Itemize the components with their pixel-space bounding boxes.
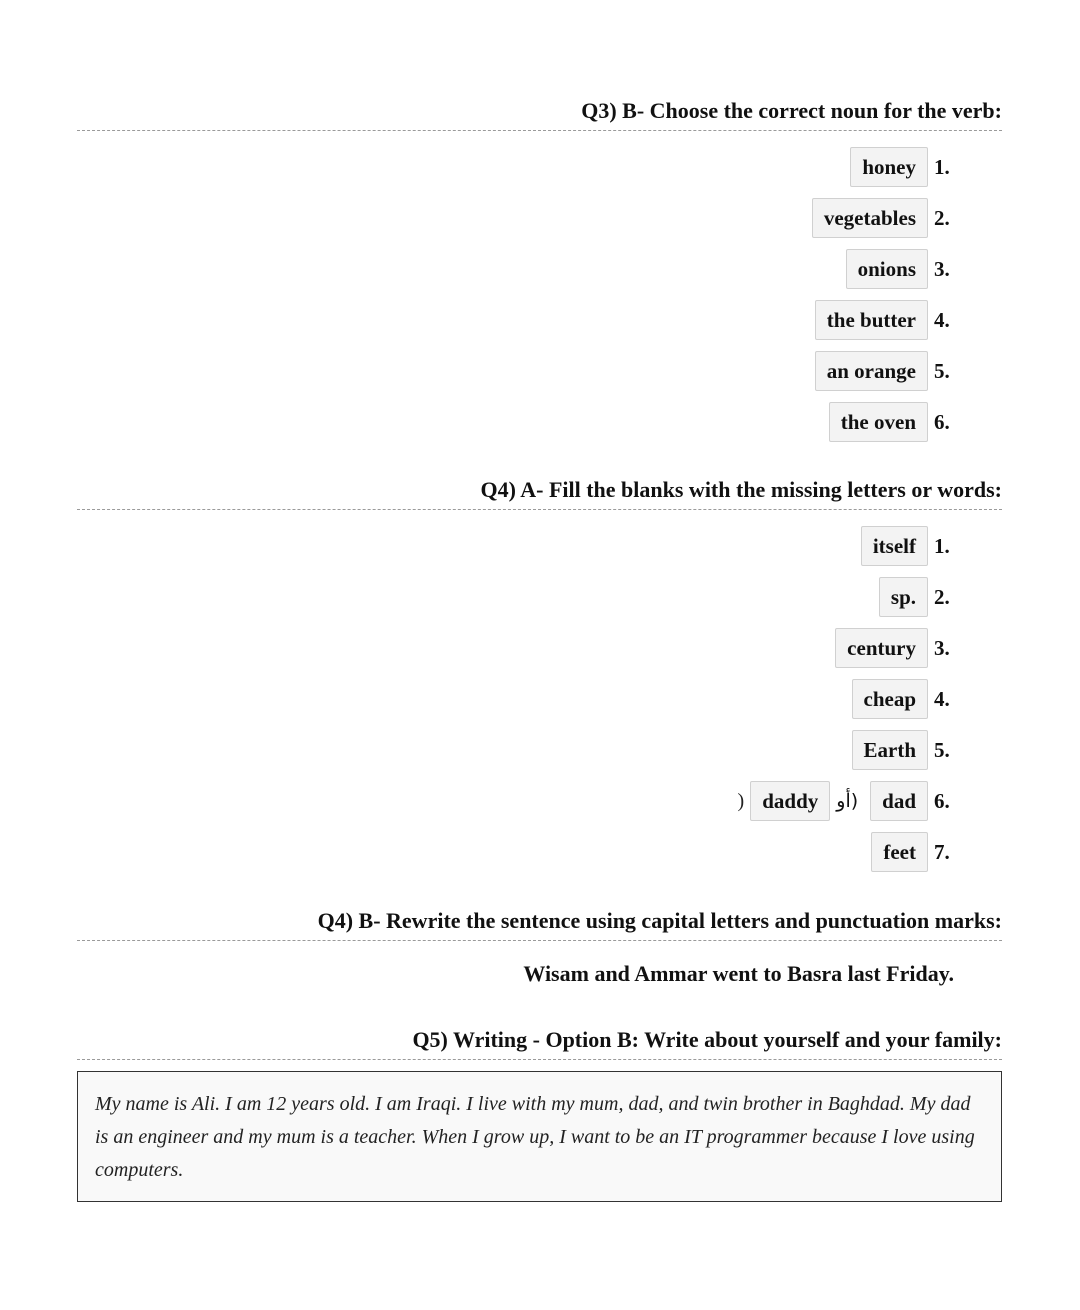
answer-box: an orange	[815, 351, 928, 391]
answer-box: sp.	[879, 577, 928, 617]
q3b-section	[77, 98, 1002, 434]
q4a-answer-row-4	[852, 678, 951, 720]
answer-number: 7.	[934, 839, 950, 864]
q4b-heading: Q4) B- Rewrite the sentence using capital letters and punctuation marks:	[77, 908, 1002, 941]
q5-heading: Q5) Writing - Option B: Write about yourself and your family:	[77, 1027, 1002, 1060]
q3b-answer-row-1	[850, 146, 950, 188]
q4a-section	[77, 477, 1002, 864]
q3b-heading: Q3) B- Choose the correct noun for the verb:	[77, 98, 1002, 131]
answer-number: 5.	[934, 358, 950, 383]
answer-box: dad	[870, 781, 928, 821]
alt-answer-box: daddy	[750, 781, 830, 821]
answer-box: century	[835, 628, 928, 668]
q5-section	[77, 1027, 1002, 1181]
alternative-answer	[738, 781, 859, 821]
answer-number: 2.	[934, 584, 950, 609]
q3b-answer-row-2	[812, 197, 950, 239]
answer-box: vegetables	[812, 198, 928, 238]
alt-open-label: (أو	[836, 790, 859, 812]
answer-number: 1.	[934, 154, 950, 179]
answer-number: 5.	[934, 737, 950, 762]
answer-box: Earth	[852, 730, 929, 770]
answer-number: 4.	[934, 686, 950, 711]
answer-number: 4.	[934, 307, 950, 332]
q3b-answer-row-3	[846, 248, 950, 290]
answer-number: 6.	[934, 788, 950, 813]
q4a-answer-row-1	[861, 525, 950, 567]
answer-box: the oven	[829, 402, 928, 442]
answer-box: the butter	[815, 300, 928, 340]
answer-number: 3.	[934, 635, 950, 660]
q3b-answer-row-4	[815, 299, 950, 341]
answer-box: onions	[846, 249, 928, 289]
q4a-heading: Q4) A- Fill the blanks with the missing letters or words:	[77, 477, 1002, 510]
answer-number: 6.	[934, 409, 950, 434]
alt-close-paren: )	[737, 789, 745, 812]
answer-number: 1.	[934, 533, 950, 558]
q4a-answer-row-2	[879, 576, 950, 618]
answer-box: feet	[871, 832, 928, 872]
q4b-section	[77, 908, 1002, 986]
q4b-sentence: Wisam and Ammar went to Basra last Friday.	[523, 961, 954, 986]
answer-box: itself	[861, 526, 928, 566]
answer-number: 2.	[934, 205, 950, 230]
answer-box: cheap	[852, 679, 929, 719]
q4a-answer-row-5	[852, 729, 951, 771]
q4a-answer-row-7	[871, 831, 950, 873]
answer-number: 3.	[934, 256, 950, 281]
writing-answer-box: My name is Ali. I am 12 years old. I am Iraqi. I live with my mum, dad, and twin brother in Baghdad. My dad is an engineer and my mum is a teacher. When I grow up, I want to be an IT programmer because I love using computers.	[77, 1071, 1002, 1202]
q4a-answer-row-3	[835, 627, 950, 669]
q3b-answer-row-6	[829, 401, 950, 443]
q3b-answer-row-5	[815, 350, 950, 392]
answer-box: honey	[850, 147, 928, 187]
q4a-answer-row-6	[738, 780, 950, 822]
